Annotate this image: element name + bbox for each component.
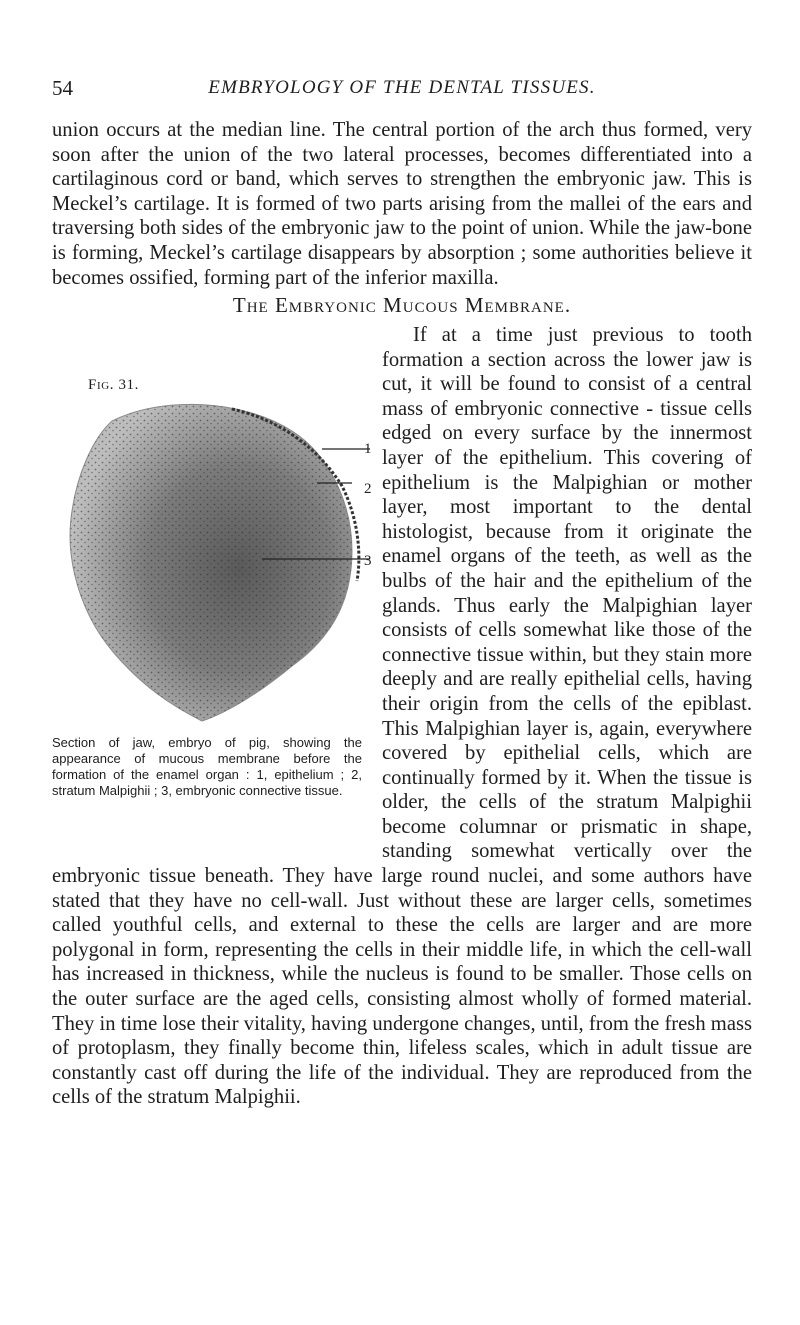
figure-number-3: 3: [364, 553, 372, 569]
figure-number-2: 2: [364, 481, 372, 497]
section-heading: The Embryonic Mucous Membrane.: [232, 293, 572, 317]
paragraph-2-block: [52, 323, 752, 1110]
page-number: 54: [52, 76, 73, 100]
figure-label: Fig. 31.: [88, 377, 139, 393]
jaw-section-illustration: [52, 391, 374, 731]
running-title: EMBRYOLOGY OF THE DENTAL TISSUES.: [208, 77, 596, 98]
figure-caption: Section of jaw, embryo of pig, showing the appearance of mucous membrane before the formation of the enamel organ : 1, epithelium ; 2, stratum Malpighii ; 3, embryonic connective tissue.: [52, 735, 362, 798]
paragraph-2: If at a time just previous to tooth formation a section across the lower jaw is cut, it will be found to consist of a central mass of embryonic connective - tissue cells edged on every surface by the innermost layer of the epithelium. This covering of epithelium is the Malpighian or mother layer, most important to the dental histologist, because from it originate the enamel organs of the teeth, as well as the bulbs of the hair and the epithelium of the glands. Thus early the Malpighian layer consists of cells somewhat like those of the connective tissue within, but they stain more deeply and are really epithelial cells, having their origin from the cells of the epiblast. This Malpighian layer is, again, everywhere covered by epithelial cells, which are continually formed by it. When the tissue is older, the cells of the stratum Malpighii become columnar or prismatic in shape, standing somewhat vertically over the embryonic tissue beneath. They have large round nuclei, and some authors have stated that they have no cell-wall. Just without these are larger cells, sometimes called youthful cells, and external to these the cells are larger and are more polygonal in form, representing the cells in their middle life, in which the cell-wall has increased in thickness, while the nucleus is found to be smaller. Those cells on the outer surface are the aged cells, consisting almost wholly of formed material. They in time lose their vitality, having undergone changes, until, from the fresh mass of protoplasm, they finally become thin, lifeless scales, which in adult tissue are constantly cast off during the life of the individual. They are reproduced from the cells of the stratum Malpighii.: [52, 324, 752, 1109]
figure-31: [52, 373, 374, 848]
paragraph-1: union occurs at the median line. The central portion of the arch thus formed, very soon after the union of the two lateral processes, becomes differentiated into a cartilaginous cord or band, which serves to strengthen the embryonic jaw. This is Meckel’s cartilage. It is formed of two parts arising from the mallei of the ears and traversing both sides of the embryonic jaw to the point of union. While the jaw-bone is forming, Meckel’s cartilage disappears by absorption ; some authorities believe it becomes ossified, forming part of the inferior maxilla.: [52, 119, 752, 289]
running-head: [52, 76, 752, 102]
figure-number-1: 1: [364, 441, 372, 457]
paragraph-1-block: [52, 118, 752, 290]
